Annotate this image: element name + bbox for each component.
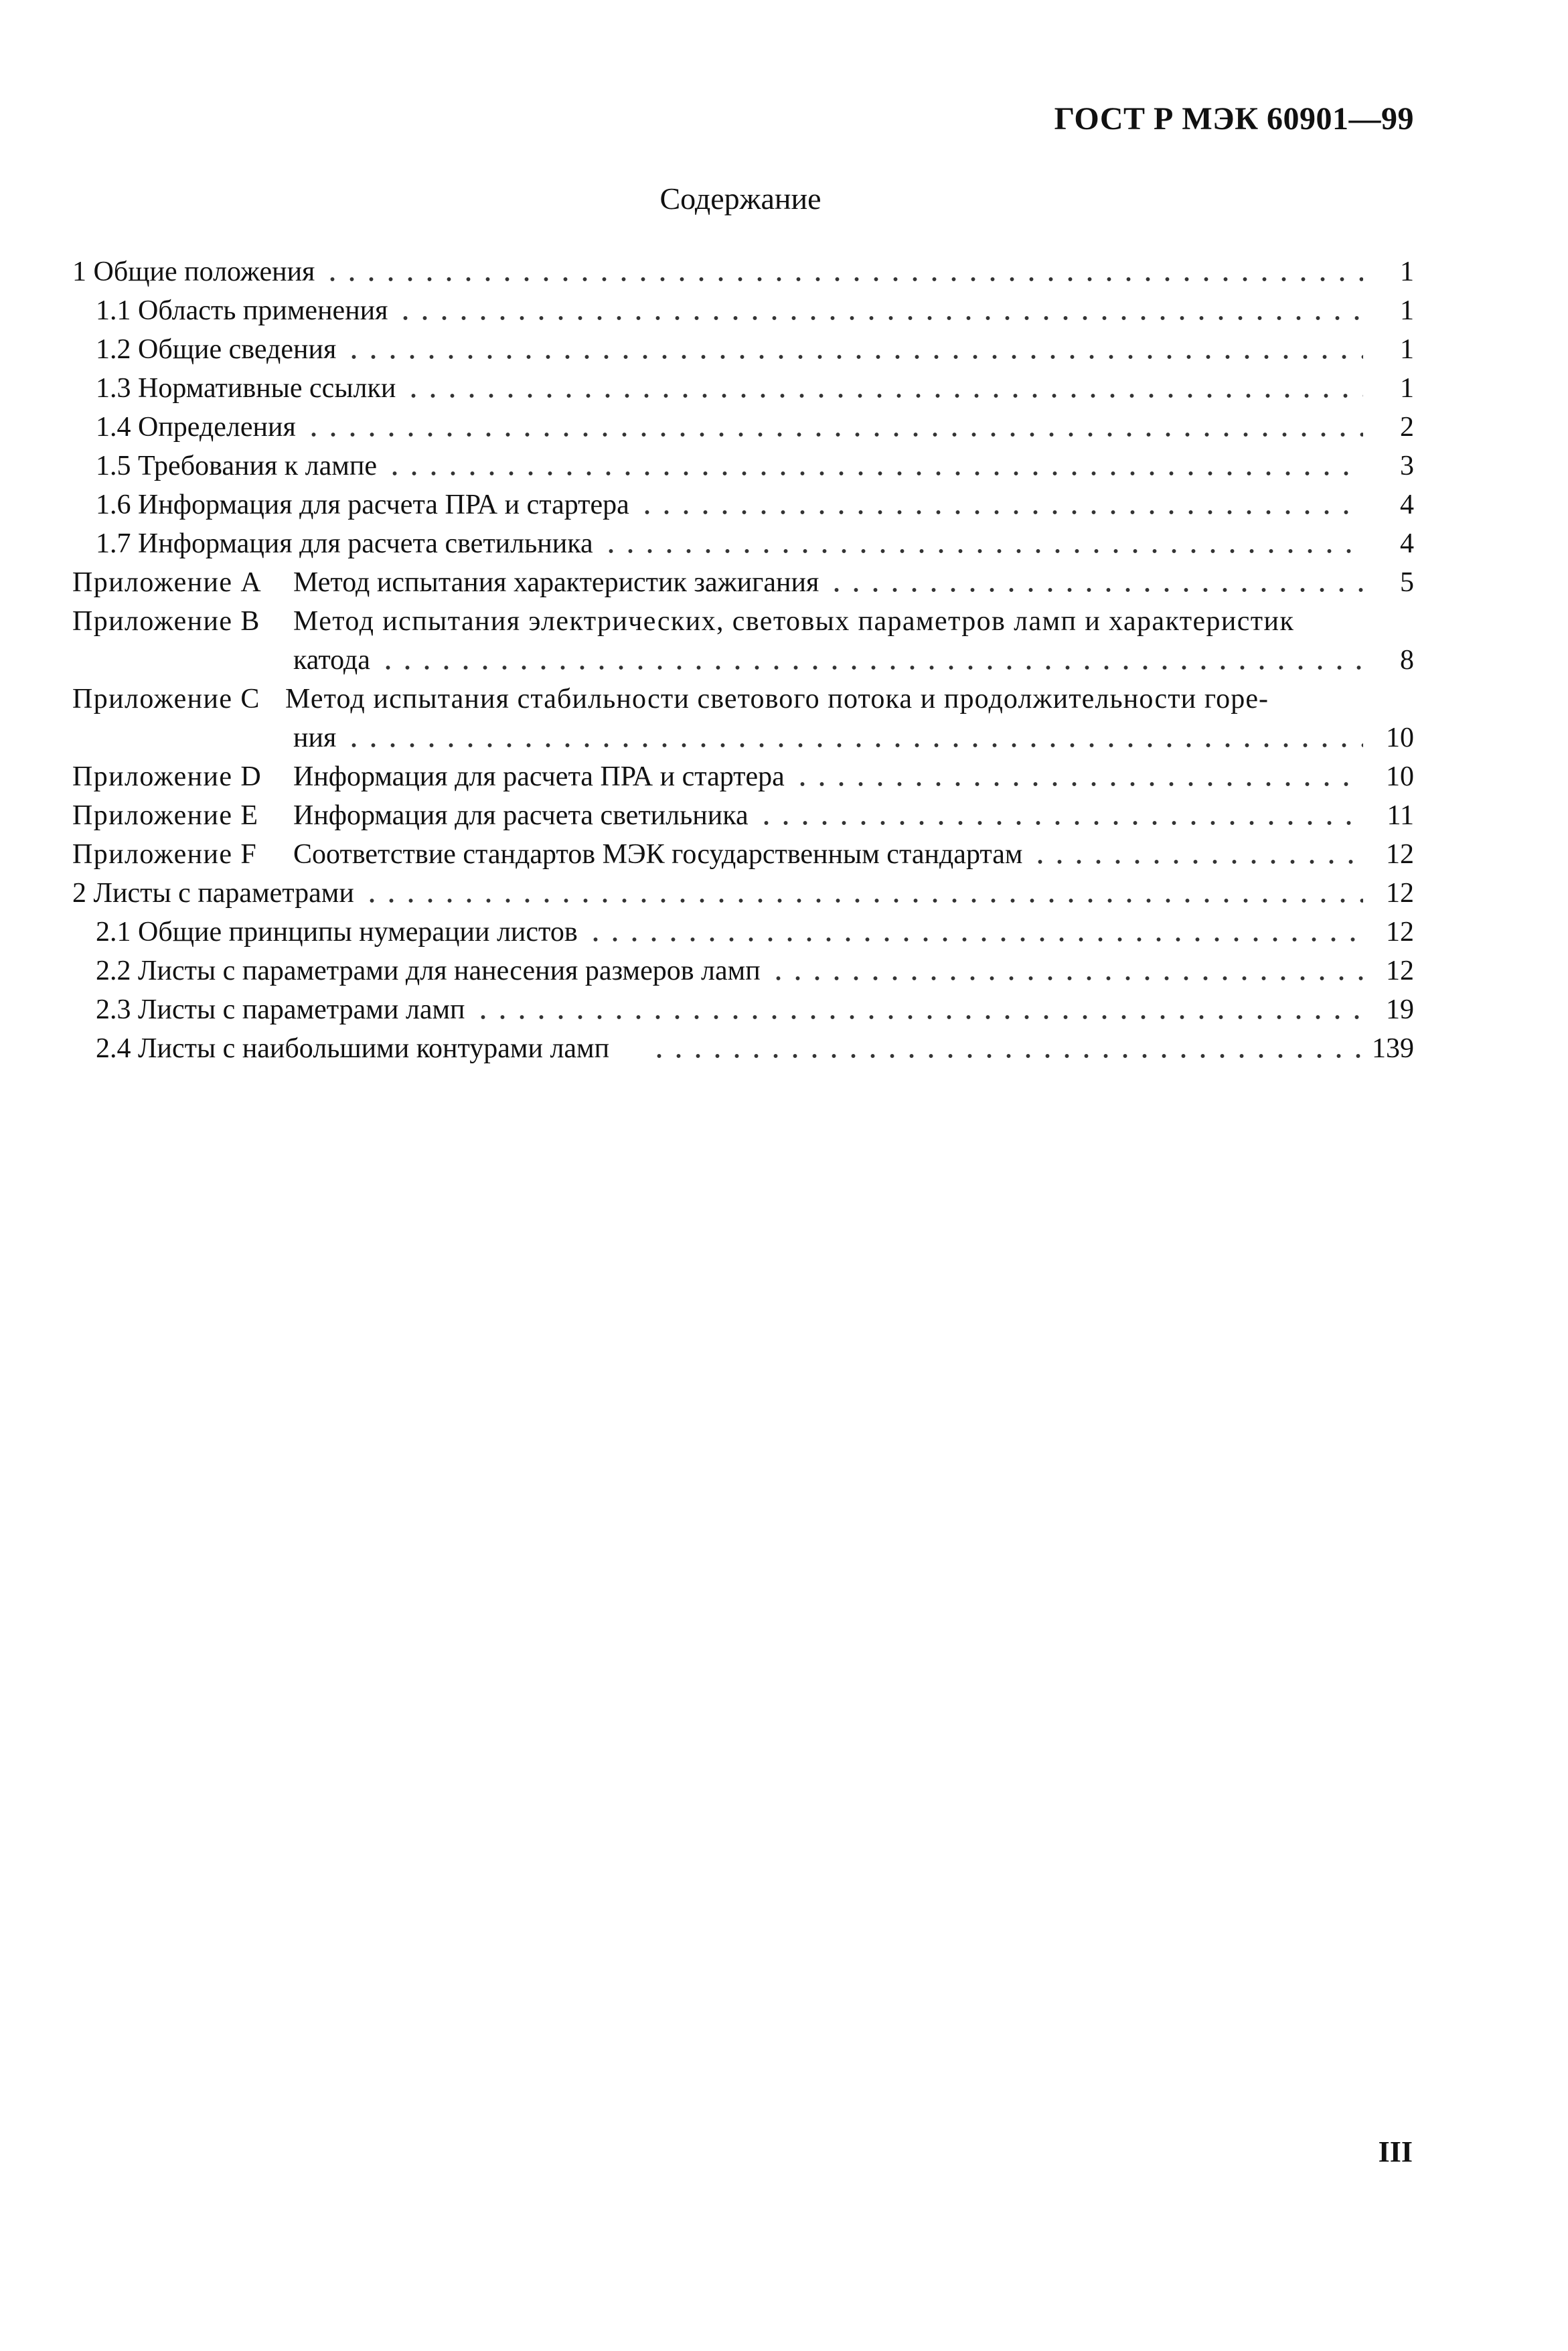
toc-entry-page: 1	[1400, 373, 1414, 404]
dot-leader	[396, 299, 1363, 321]
appendix-label: Приложение F	[72, 839, 258, 870]
page-number: III	[1378, 2135, 1413, 2168]
dot-leader	[1030, 842, 1363, 865]
appendix-title-line-1: Метод испытания стабильности светового потока и продолжительности горе-	[285, 684, 1269, 714]
dot-leader	[362, 881, 1363, 904]
toc-entry-label: 1.1 Область применения	[96, 295, 388, 326]
toc-entry-2-4[interactable]	[72, 1026, 1414, 1065]
dot-leader	[404, 376, 1363, 399]
toc-entry-label: 1 Общие положения	[72, 256, 315, 287]
appendix-label: Приложение В	[72, 606, 260, 637]
toc-appendix-e[interactable]	[72, 793, 1414, 832]
toc-entry-page: 3	[1400, 451, 1414, 481]
toc-appendix-b[interactable]	[72, 599, 1414, 676]
dot-leader	[601, 532, 1363, 554]
dot-leader	[586, 920, 1363, 943]
toc-entry-label: 2.1 Общие принципы нумерации листов	[96, 917, 578, 947]
toc-appendix-a[interactable]	[72, 560, 1414, 599]
toc-entry-label: 2 Листы с параметрами	[72, 878, 354, 909]
appendix-title-line-1: Метод испытания электрических, световых параметров ламп и характеристик	[293, 606, 1295, 637]
toc-entry-page: 12	[1386, 878, 1414, 909]
dot-leader	[344, 726, 1363, 749]
toc-entry-page: 11	[1387, 800, 1414, 831]
toc-entry-page: 5	[1400, 567, 1414, 598]
toc-appendix-c[interactable]	[72, 676, 1414, 754]
toc-entry-page: 1	[1400, 256, 1414, 287]
toc-entry-page: 8	[1400, 645, 1414, 676]
dot-leader	[637, 493, 1363, 516]
appendix-title: Информация для расчета ПРА и стартера	[293, 761, 785, 792]
toc-appendix-f[interactable]	[72, 832, 1414, 870]
toc-entry-page: 2	[1400, 412, 1414, 443]
toc-entry-1-1[interactable]	[72, 288, 1414, 327]
appendix-title: Метод испытания характеристик зажигания	[293, 567, 819, 598]
table-of-contents	[72, 249, 1414, 1065]
toc-entry-2-2[interactable]	[72, 948, 1414, 987]
toc-entry-label: 2.3 Листы с параметрами ламп	[96, 994, 465, 1025]
toc-entry-label: 1.3 Нормативные ссылки	[96, 373, 396, 404]
toc-entry-2-3[interactable]	[72, 987, 1414, 1026]
standard-code: ГОСТ Р МЭК 60901—99	[1054, 101, 1414, 137]
toc-entry-1-5[interactable]	[72, 443, 1414, 482]
toc-appendix-d[interactable]	[72, 754, 1414, 793]
toc-entry-label: 1.6 Информация для расчета ПРА и стартера	[96, 489, 629, 520]
toc-entry-page: 19	[1386, 994, 1414, 1025]
toc-entry-1-7[interactable]	[72, 521, 1414, 560]
dot-leader	[304, 415, 1363, 438]
toc-entry-label: 1.4 Определения	[96, 412, 296, 443]
toc-entry-page: 1	[1400, 295, 1414, 326]
toc-entry-page: 139	[1372, 1033, 1414, 1064]
toc-entry-1-4[interactable]	[72, 404, 1414, 443]
appendix-label: Приложение А	[72, 567, 262, 598]
dot-leader	[385, 454, 1363, 477]
toc-title: Содержание	[659, 181, 821, 216]
dot-leader	[827, 571, 1363, 593]
toc-entry-section-1[interactable]	[72, 249, 1414, 288]
appendix-label: Приложение D	[72, 761, 262, 792]
appendix-title: Информация для расчета светильника	[293, 800, 749, 831]
dot-leader	[323, 260, 1363, 283]
appendix-label: Приложение С	[72, 684, 260, 714]
dot-leader	[473, 998, 1363, 1020]
dot-leader	[649, 1037, 1362, 1059]
toc-entry-page: 10	[1386, 723, 1414, 753]
toc-entry-label: 1.5 Требования к лампе	[96, 451, 377, 481]
toc-entry-label: 1.7 Информация для расчета светильника	[96, 528, 593, 559]
dot-leader	[378, 648, 1363, 671]
toc-entry-page: 12	[1386, 917, 1414, 947]
toc-entry-label: 2.4 Листы с наибольшими контурами ламп	[96, 1033, 610, 1064]
toc-entry-page: 10	[1386, 761, 1414, 792]
dot-leader	[757, 804, 1363, 826]
appendix-title-line-2: катода	[293, 645, 370, 676]
appendix-title-line-2: ния	[293, 723, 337, 753]
toc-entry-1-2[interactable]	[72, 327, 1414, 366]
appendix-title: Соответствие стандартов МЭК государственным стандартам	[293, 839, 1023, 870]
toc-entry-2-1[interactable]	[72, 909, 1414, 948]
toc-entry-1-3[interactable]	[72, 366, 1414, 404]
toc-entry-page: 12	[1386, 839, 1414, 870]
toc-entry-section-2[interactable]	[72, 870, 1414, 909]
dot-leader	[793, 765, 1363, 787]
toc-entry-1-6[interactable]	[72, 482, 1414, 521]
toc-entry-page: 1	[1400, 334, 1414, 365]
toc-entry-label: 1.2 Общие сведения	[96, 334, 337, 365]
toc-entry-page: 4	[1400, 489, 1414, 520]
appendix-label: Приложение Е	[72, 800, 259, 831]
dot-leader	[344, 337, 1363, 360]
toc-entry-page: 12	[1386, 956, 1414, 986]
dot-leader	[769, 959, 1363, 982]
toc-entry-page: 4	[1400, 528, 1414, 559]
toc-entry-label: 2.2 Листы с параметрами для нанесения размеров ламп	[96, 956, 761, 986]
